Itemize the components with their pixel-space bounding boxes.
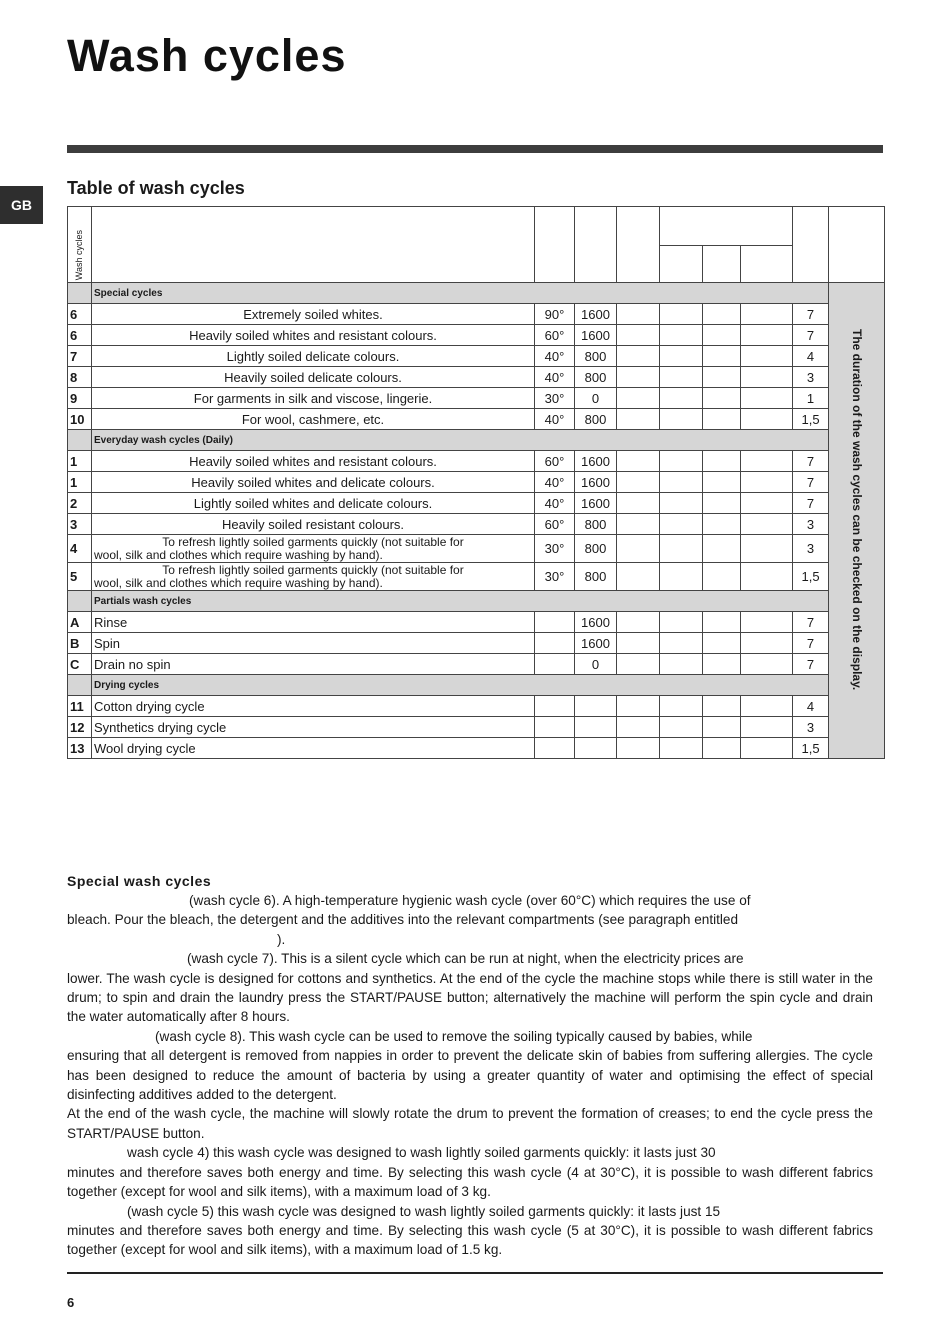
table-row	[68, 472, 885, 493]
empty-cell	[703, 409, 741, 430]
header-wash-cycles: Wash cycles	[68, 207, 92, 283]
cycle-number: 3	[68, 514, 92, 535]
cycle-description: Heavily soiled whites and resistant colours.	[92, 325, 535, 346]
paragraph-2a: (wash cycle 7). This is a silent cycle which can be run at night, when the electricity prices are	[187, 951, 744, 967]
table-row	[68, 409, 885, 430]
temperature-cell	[535, 717, 575, 738]
table-row	[68, 633, 885, 654]
empty-cell	[617, 472, 660, 493]
temperature-cell: 30°	[535, 535, 575, 563]
header-sub-2	[703, 246, 741, 283]
paragraph-3a: (wash cycle 8). This wash cycle can be used to remove the soiling typically caused by babies, while	[155, 1028, 753, 1044]
group-row	[68, 283, 885, 304]
spin-speed-cell: 800	[575, 563, 617, 591]
empty-cell	[741, 514, 793, 535]
empty-cell	[660, 514, 703, 535]
empty-cell	[741, 325, 793, 346]
cycle-description: Heavily soiled whites and resistant colours.	[92, 451, 535, 472]
header-temp	[535, 207, 575, 283]
header-col5	[617, 207, 660, 283]
max-load-cell: 3	[793, 367, 829, 388]
temperature-cell	[535, 612, 575, 633]
page-title: Wash cycles	[67, 30, 347, 81]
paragraph-4a: wash cycle 4) this wash cycle was designed to wash lightly soiled garments quickly: it lasts just 30	[127, 1145, 716, 1161]
empty-cell	[741, 717, 793, 738]
cycle-description: Heavily soiled resistant colours.	[92, 514, 535, 535]
empty-cell	[660, 325, 703, 346]
temperature-cell: 30°	[535, 388, 575, 409]
table-row	[68, 493, 885, 514]
cycle-description: For garments in silk and viscose, lingerie.	[92, 388, 535, 409]
paragraph-2b: lower. The wash cycle is designed for cottons and synthetics. At the end of the cycle the machine stops while there is still water in the drum; to spin and drain the laundry press the START/PAUSE button; alternatively the machine will perform the spin cycle and drain the water automatically after 8 hours.	[67, 970, 873, 1025]
empty-cell	[741, 696, 793, 717]
spin-speed-cell: 800	[575, 346, 617, 367]
empty-cell	[741, 633, 793, 654]
max-load-cell: 1,5	[793, 563, 829, 591]
empty-cell	[703, 654, 741, 675]
empty-cell	[617, 346, 660, 367]
empty-cell	[617, 451, 660, 472]
empty-cell	[741, 451, 793, 472]
top-divider	[67, 145, 883, 153]
paragraph-1b: bleach. Pour the bleach, the detergent and the additives into the relevant compartments (see paragraph entitled	[67, 912, 739, 928]
temperature-cell: 90°	[535, 304, 575, 325]
cycle-number: 13	[68, 738, 92, 759]
table-row	[68, 304, 885, 325]
paragraph-1c: ).	[277, 931, 286, 947]
empty-cell	[660, 738, 703, 759]
empty-cell	[660, 535, 703, 563]
empty-cell	[617, 367, 660, 388]
empty-cell	[741, 654, 793, 675]
empty-cell	[617, 633, 660, 654]
empty-cell	[660, 388, 703, 409]
table-row	[68, 325, 885, 346]
empty-cell	[660, 654, 703, 675]
cycle-number: 5	[68, 563, 92, 591]
cycle-description: Rinse	[92, 612, 535, 633]
empty-cell	[617, 514, 660, 535]
table-row	[68, 346, 885, 367]
empty-cell	[617, 717, 660, 738]
temperature-cell	[535, 696, 575, 717]
temperature-cell: 40°	[535, 493, 575, 514]
empty-cell	[617, 493, 660, 514]
cycle-number: 1	[68, 472, 92, 493]
temperature-cell	[535, 633, 575, 654]
table-row	[68, 367, 885, 388]
table-row	[68, 654, 885, 675]
empty-cell	[703, 717, 741, 738]
empty-cell	[660, 563, 703, 591]
empty-cell	[703, 472, 741, 493]
cycle-description: For wool, cashmere, etc.	[92, 409, 535, 430]
temperature-cell	[535, 654, 575, 675]
empty-cell	[617, 388, 660, 409]
max-load-cell: 7	[793, 612, 829, 633]
cycle-number: A	[68, 612, 92, 633]
section-title: Table of wash cycles	[67, 178, 245, 198]
empty-cell	[741, 612, 793, 633]
cycle-description: To refresh lightly soiled garments quickly (not suitable for wool, silk and clothes which require washing by hand).	[92, 535, 535, 563]
spin-speed-cell	[575, 696, 617, 717]
empty-cell	[660, 493, 703, 514]
cycle-number: 6	[68, 325, 92, 346]
spin-speed-cell: 800	[575, 367, 617, 388]
header-sub-1	[660, 246, 703, 283]
cycle-description: Drain no spin	[92, 654, 535, 675]
table-row	[68, 612, 885, 633]
cycle-number: 10	[68, 409, 92, 430]
cycle-description: Lightly soiled whites and delicate colours.	[92, 493, 535, 514]
empty-cell	[617, 612, 660, 633]
empty-cell	[741, 535, 793, 563]
spin-speed-cell: 0	[575, 654, 617, 675]
empty-cell	[741, 472, 793, 493]
header-sub-3	[741, 246, 793, 283]
empty-cell	[660, 451, 703, 472]
spin-speed-cell	[575, 738, 617, 759]
header-description	[92, 207, 535, 283]
empty-cell	[703, 388, 741, 409]
cycle-description: Extremely soiled whites.	[92, 304, 535, 325]
cycle-description: Synthetics drying cycle	[92, 717, 535, 738]
max-load-cell: 1,5	[793, 738, 829, 759]
paragraph-1a: (wash cycle 6). A high-temperature hygienic wash cycle (over 60°C) which requires the use of	[189, 893, 751, 908]
empty-cell	[660, 346, 703, 367]
cycle-number: 9	[68, 388, 92, 409]
temperature-cell: 60°	[535, 514, 575, 535]
empty-cell	[703, 535, 741, 563]
cycle-number: C	[68, 654, 92, 675]
empty-cell	[703, 304, 741, 325]
empty-cell	[741, 346, 793, 367]
empty-cell	[617, 409, 660, 430]
max-load-cell: 7	[793, 654, 829, 675]
cycle-number: B	[68, 633, 92, 654]
max-load-cell: 7	[793, 472, 829, 493]
group-row	[68, 675, 885, 696]
temperature-cell: 40°	[535, 472, 575, 493]
cycle-number: 4	[68, 535, 92, 563]
table-row	[68, 388, 885, 409]
temperature-cell	[535, 738, 575, 759]
empty-cell	[703, 696, 741, 717]
spin-speed-cell: 800	[575, 514, 617, 535]
cycle-description: Heavily soiled whites and delicate colours.	[92, 472, 535, 493]
spin-speed-cell: 800	[575, 409, 617, 430]
table-row	[68, 563, 885, 591]
spin-speed-cell: 1600	[575, 451, 617, 472]
max-load-cell: 3	[793, 717, 829, 738]
paragraph-5a: (wash cycle 5) this wash cycle was designed to wash lightly soiled garments quickly: it lasts just 15	[127, 1203, 721, 1219]
empty-cell	[617, 738, 660, 759]
paragraph-4b: minutes and therefore saves both energy and time. By selecting this wash cycle (4 at 30°C), it is possible to wash different fabrics together (except for wool and silk items), with a maximum load of 3 kg.	[67, 1164, 873, 1200]
group-number-cell	[68, 675, 92, 696]
spin-speed-cell: 1600	[575, 325, 617, 346]
empty-cell	[741, 388, 793, 409]
cycle-description: Cotton drying cycle	[92, 696, 535, 717]
max-load-cell: 7	[793, 633, 829, 654]
empty-cell	[741, 304, 793, 325]
table-row	[68, 717, 885, 738]
max-load-cell: 3	[793, 535, 829, 563]
group-number-cell	[68, 591, 92, 612]
spin-speed-cell: 1600	[575, 612, 617, 633]
page-number: 6	[67, 1295, 75, 1310]
special-cycles-heading: Special wash cycles	[67, 873, 212, 889]
empty-cell	[741, 493, 793, 514]
empty-cell	[660, 612, 703, 633]
temperature-cell: 40°	[535, 409, 575, 430]
max-load-cell: 7	[793, 493, 829, 514]
temperature-cell: 40°	[535, 346, 575, 367]
empty-cell	[703, 738, 741, 759]
max-load-cell: 1,5	[793, 409, 829, 430]
empty-cell	[660, 367, 703, 388]
empty-cell	[660, 717, 703, 738]
max-load-cell: 1	[793, 388, 829, 409]
empty-cell	[703, 612, 741, 633]
table-row	[68, 535, 885, 563]
empty-cell	[703, 346, 741, 367]
group-label: Everyday wash cycles (Daily)	[92, 430, 829, 451]
group-number-cell	[68, 430, 92, 451]
paragraph-5b: minutes and therefore saves both energy and time. By selecting this wash cycle (5 at 30°C), it is possible to wash different fabrics together (except for wool and silk items), with a maximum load of 1.5 kg.	[67, 1222, 873, 1258]
cycle-number: 12	[68, 717, 92, 738]
special-cycles-text	[67, 872, 873, 1260]
temperature-cell: 60°	[535, 325, 575, 346]
group-label: Special cycles	[92, 283, 829, 304]
language-tab: GB	[0, 186, 43, 224]
table-row	[68, 738, 885, 759]
empty-cell	[703, 633, 741, 654]
max-load-cell: 4	[793, 696, 829, 717]
empty-cell	[703, 563, 741, 591]
empty-cell	[617, 304, 660, 325]
paragraph-3b: ensuring that all detergent is removed from nappies in order to prevent the delicate skin of babies from suffering allergies. The cycle has been designed to reduce the amount of bacteria by using a greater quantity of water and optimising the effect of special disinfecting additives added to the detergent.	[67, 1048, 873, 1103]
empty-cell	[617, 325, 660, 346]
table-header-row	[68, 207, 885, 246]
empty-cell	[741, 409, 793, 430]
empty-cell	[660, 472, 703, 493]
cycle-number: 2	[68, 493, 92, 514]
max-load-cell: 7	[793, 451, 829, 472]
empty-cell	[660, 633, 703, 654]
group-label: Drying cycles	[92, 675, 829, 696]
table-row	[68, 696, 885, 717]
spin-speed-cell: 800	[575, 535, 617, 563]
cycle-number: 7	[68, 346, 92, 367]
cycle-description: To refresh lightly soiled garments quickly (not suitable for wool, silk and clothes which require washing by hand).	[92, 563, 535, 591]
temperature-cell: 30°	[535, 563, 575, 591]
table-row	[68, 451, 885, 472]
group-label: Partials wash cycles	[92, 591, 829, 612]
empty-cell	[617, 535, 660, 563]
temperature-cell: 40°	[535, 367, 575, 388]
paragraph-3c: At the end of the wash cycle, the machine will slowly rotate the drum to prevent the formation of creases; to end the cycle press the START/PAUSE button.	[67, 1106, 873, 1141]
bottom-divider	[67, 1272, 883, 1274]
empty-cell	[703, 514, 741, 535]
max-load-cell: 4	[793, 346, 829, 367]
header-spin	[575, 207, 617, 283]
empty-cell	[617, 563, 660, 591]
spin-speed-cell: 1600	[575, 472, 617, 493]
empty-cell	[617, 654, 660, 675]
group-row	[68, 430, 885, 451]
header-load	[793, 207, 829, 283]
empty-cell	[617, 696, 660, 717]
empty-cell	[703, 451, 741, 472]
cycle-description: Heavily soiled delicate colours.	[92, 367, 535, 388]
spin-speed-cell: 1600	[575, 493, 617, 514]
cycle-number: 8	[68, 367, 92, 388]
empty-cell	[660, 696, 703, 717]
spin-speed-cell: 1600	[575, 633, 617, 654]
max-load-cell: 7	[793, 304, 829, 325]
header-detergents-group	[660, 207, 793, 246]
temperature-cell: 60°	[535, 451, 575, 472]
spin-speed-cell: 0	[575, 388, 617, 409]
cycle-description: Wool drying cycle	[92, 738, 535, 759]
group-number-cell	[68, 283, 92, 304]
duration-side-note: The duration of the wash cycles can be checked on the display.	[829, 283, 885, 759]
empty-cell	[741, 367, 793, 388]
cycle-description: Spin	[92, 633, 535, 654]
spin-speed-cell: 1600	[575, 304, 617, 325]
empty-cell	[660, 304, 703, 325]
max-load-cell: 7	[793, 325, 829, 346]
header-duration	[829, 207, 885, 283]
cycle-number: 6	[68, 304, 92, 325]
empty-cell	[741, 563, 793, 591]
cycle-number: 11	[68, 696, 92, 717]
empty-cell	[660, 409, 703, 430]
cycle-number: 1	[68, 451, 92, 472]
empty-cell	[703, 325, 741, 346]
spin-speed-cell	[575, 717, 617, 738]
empty-cell	[741, 738, 793, 759]
max-load-cell: 3	[793, 514, 829, 535]
empty-cell	[703, 493, 741, 514]
empty-cell	[703, 367, 741, 388]
wash-cycles-table	[67, 206, 885, 759]
cycle-description: Lightly soiled delicate colours.	[92, 346, 535, 367]
table-row	[68, 514, 885, 535]
group-row	[68, 591, 885, 612]
